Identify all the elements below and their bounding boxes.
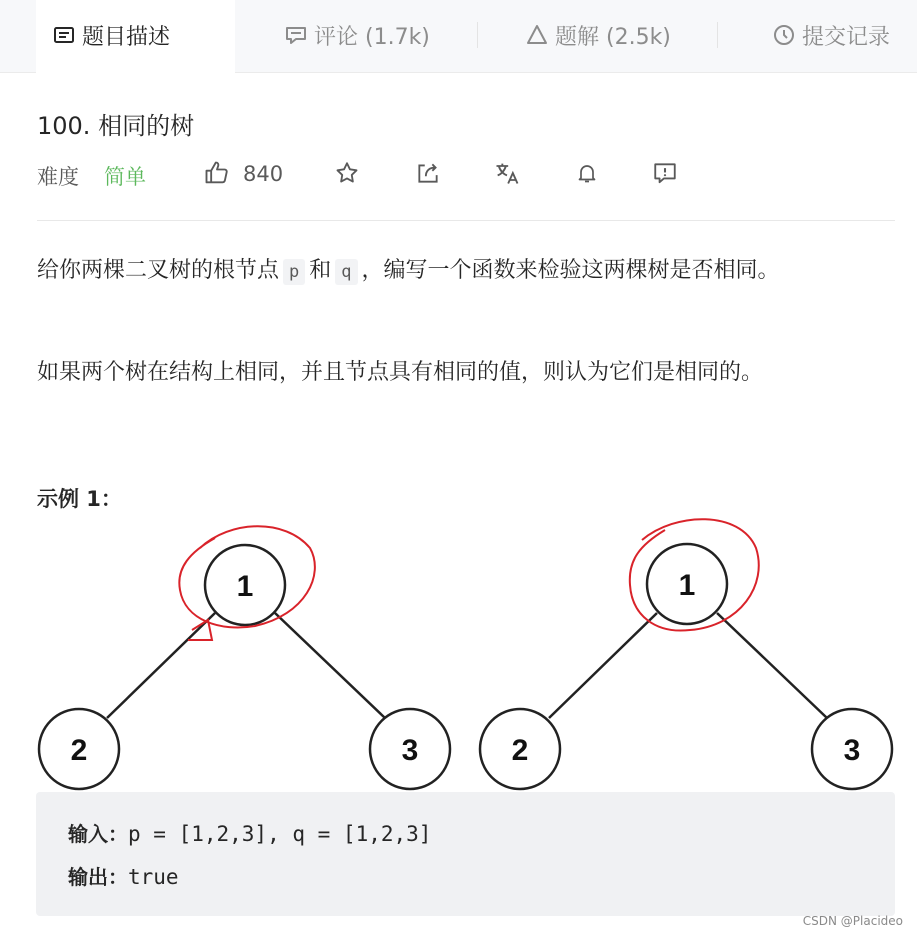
- inline-code-q: q: [335, 259, 357, 285]
- svg-text:1: 1: [236, 570, 254, 603]
- subscribe-button[interactable]: [570, 158, 604, 192]
- tree-left: [39, 545, 450, 789]
- feedback-icon: [652, 160, 678, 190]
- tree-node-root: [205, 545, 285, 625]
- description-paragraph: 如果两个树在结构上相同，并且节点具有相同的值，则认为它们是相同的。: [37, 360, 764, 385]
- favorite-button[interactable]: [330, 158, 364, 192]
- tab-solutions[interactable]: [525, 0, 671, 72]
- translate-button[interactable]: [490, 158, 524, 192]
- svg-text:1: 1: [678, 569, 696, 602]
- flask-icon: [525, 23, 549, 47]
- inline-code-p: p: [283, 259, 305, 285]
- translate-icon: [493, 159, 521, 191]
- svg-text:3: 3: [843, 734, 861, 767]
- svg-text:3: 3: [401, 734, 419, 767]
- tree-node-root: [647, 544, 727, 624]
- star-icon: [334, 160, 360, 190]
- input-label: 输入：: [68, 822, 128, 846]
- difficulty-badge: 简单: [104, 165, 146, 189]
- difficulty-label: 难度: [37, 165, 79, 189]
- bell-icon: [575, 161, 599, 189]
- tree-edge: [275, 613, 385, 718]
- svg-text:2: 2: [511, 734, 529, 767]
- like-count: 840: [243, 162, 284, 186]
- tab-description[interactable]: [36, 0, 235, 73]
- example-code-block: [36, 792, 895, 916]
- problem-meta: [37, 156, 897, 196]
- output-label: 输出：: [68, 865, 128, 889]
- example-input-line: [68, 818, 895, 861]
- history-icon: [772, 23, 796, 47]
- example-title: 示例 1：: [37, 487, 122, 511]
- description-text: 和: [309, 258, 332, 283]
- tree-node-left: [480, 709, 560, 789]
- example-output-line: [68, 861, 895, 904]
- problem-title: 100. 相同的树: [37, 112, 195, 140]
- share-icon: [415, 160, 441, 190]
- tab-label: 提交记录: [802, 25, 891, 50]
- divider: [37, 220, 895, 221]
- share-button[interactable]: [411, 158, 445, 192]
- feedback-button[interactable]: [648, 158, 682, 192]
- like-button[interactable]: [200, 158, 234, 192]
- document-icon: [52, 23, 76, 47]
- thumbs-up-icon: [203, 159, 231, 191]
- tree-edge: [549, 613, 657, 718]
- watermark: CSDN @Placideo: [802, 914, 903, 928]
- description-text: 给你两棵二叉树的根节点: [37, 258, 280, 283]
- description-paragraph: [37, 252, 895, 291]
- svg-text:2: 2: [70, 734, 88, 767]
- input-value: p = [1,2,3], q = [1,2,3]: [128, 822, 432, 846]
- example-tree-image: [0, 505, 917, 805]
- tree-node-left: [39, 709, 119, 789]
- output-value: true: [128, 865, 179, 889]
- comment-icon: [284, 23, 308, 47]
- tree-right: [480, 544, 892, 789]
- tab-bar: [0, 0, 917, 73]
- tab-separator: [717, 22, 718, 48]
- tree-edge: [107, 613, 215, 718]
- tree-node-right: [370, 709, 450, 789]
- tab-separator: [477, 22, 478, 48]
- tab-submissions[interactable]: [772, 0, 890, 72]
- tab-label: 题目描述: [82, 25, 171, 50]
- tree-edge: [717, 613, 827, 718]
- tab-label: 题解 (2.5k): [555, 25, 671, 50]
- tree-node-right: [812, 709, 892, 789]
- tab-label: 评论 (1.7k): [314, 25, 430, 50]
- tab-comments[interactable]: [284, 0, 430, 72]
- description-text: ，编写一个函数来检验这两棵树是否相同。: [361, 258, 780, 283]
